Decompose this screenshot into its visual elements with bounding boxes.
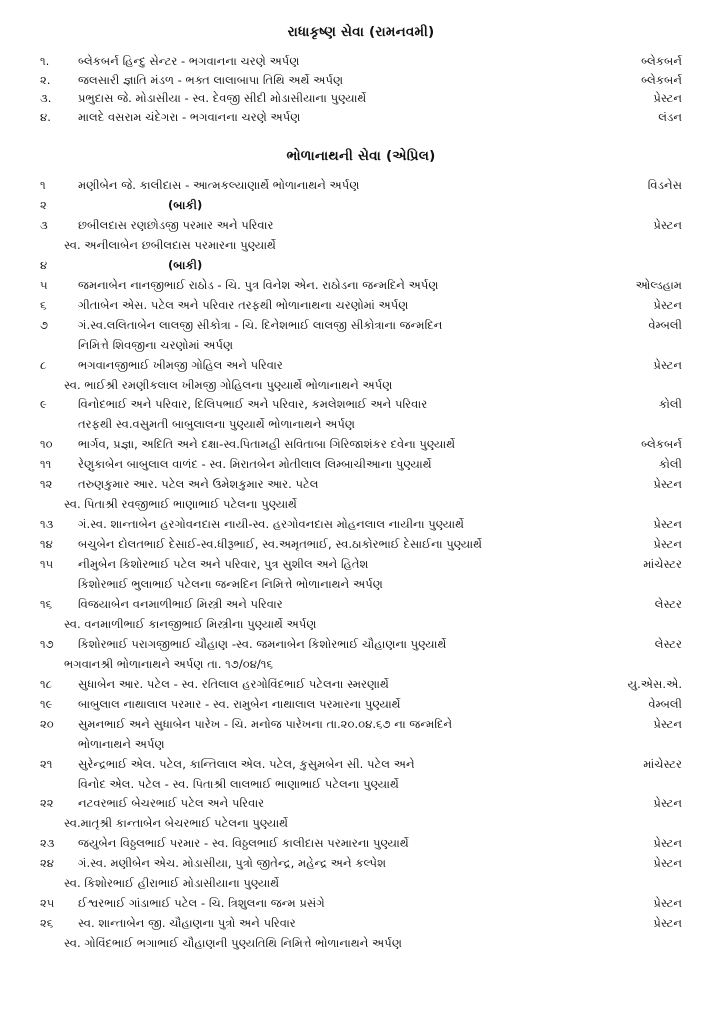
list-item xyxy=(0,316,722,334)
item-text: પ્રભુદાસ જે. મોડાસીયા - સ્વ. દેવજી સીદી મોડાસીયાના પુણ્યાર્થે xyxy=(78,91,367,106)
item-place: પ્રેસ્ટન xyxy=(653,477,682,492)
list-item xyxy=(0,196,722,214)
list-item xyxy=(0,794,722,812)
list-item xyxy=(0,735,722,753)
list-item xyxy=(0,176,722,194)
item-text: બચુબેન દોલતભાઈ દેસાઈ-સ્વ.ધીરૂભાઈ, સ્વ.અમૃતભાઈ, સ્વ.ઠાકોરભાઈ દેસાઈના પુણ્યાર્થે xyxy=(78,537,482,552)
list-item xyxy=(0,775,722,793)
item-place: પ્રેસ્ટન xyxy=(653,716,682,731)
list-item xyxy=(0,914,722,932)
item-place: પ્રેસ્ટન xyxy=(653,357,682,372)
item-text: ગં.સ્વ.લલિતાબેન લાલજી સીકોત્રા - ચિ. દિનેશભાઈ લાલજી સીકોત્રાના જન્મદિન xyxy=(78,317,443,332)
item-text: (બાકી) xyxy=(168,197,203,212)
item-place: પ્રેસ્ટન xyxy=(653,896,682,911)
item-place: પ્રેસ્ટન xyxy=(653,537,682,552)
item-number: ૨૦ xyxy=(40,716,54,731)
item-place: વેમ્બલી xyxy=(648,696,682,711)
list-item xyxy=(0,834,722,852)
item-place: માંચેસ્ટર xyxy=(643,756,682,771)
item-text: સ્વ. શાન્તાબેન જી. ચૌહાણના પુત્રો અને પરિવાર xyxy=(78,916,296,931)
list-item xyxy=(0,415,722,433)
item-text: સ્વ. ભાઈશ્રી રમણીકલાલ ખીમજી ગોહિલના પુણ્યાર્થે ભોળાનાથને અર્પણ xyxy=(64,377,393,392)
item-text: સ્વ. વનમાળીભાઈ કાનજીભાઈ મિસ્ત્રીના પુણ્યાર્થે અર્પણ xyxy=(64,616,317,631)
list-item xyxy=(0,715,722,733)
list-item xyxy=(0,755,722,773)
item-text: સ્વ. ગોવિંદભાઈ ભગાભાઈ ચૌહાણની પુણ્યતિથિ નિમિત્તે ભોળાનાથને અર્પણ xyxy=(64,936,402,951)
item-place: પ્રેસ્ટન xyxy=(653,916,682,931)
item-text: ભાર્ગવ, પ્રજ્ઞા, અદિતિ અને દક્ષા-સ્વ.પિતામહી સવિતાબા ગિરિજાશંકર દવેના પુણ્યાર્થે xyxy=(78,437,456,452)
list-item xyxy=(0,575,722,593)
item-number: ૧૫ xyxy=(40,557,54,572)
item-number: ૨૫ xyxy=(40,896,55,911)
item-text: સુરેન્દ્રભાઈ એલ. પટેલ, કાન્તિલાલ એલ. પટેલ, કુસુમબેન સી. પટેલ અને xyxy=(78,756,415,771)
item-place: ઓલ્ડહામ xyxy=(635,277,682,292)
item-text: રેણુકાબેન બાબુલાલ વાળંદ - સ્વ. મિરાતબેન મોતીલાલ લિમ્બાચીઆના પુણ્યાર્થે xyxy=(78,457,432,472)
item-number: ૧૮ xyxy=(40,676,53,691)
item-number: ૨૩ xyxy=(40,836,55,851)
list-item xyxy=(0,814,722,832)
list-item xyxy=(0,854,722,872)
item-number: ૧૨ xyxy=(40,477,53,492)
list-item xyxy=(0,236,722,254)
item-place: કોલી xyxy=(658,457,682,472)
item-number: ૨૬ xyxy=(40,916,54,931)
item-number: ૫ xyxy=(40,277,48,292)
item-text: ભગવાનજીભાઈ ખીમજી ગોહિલ અને પરિવાર xyxy=(78,357,283,372)
list-item xyxy=(0,395,722,413)
item-place: પ્રેસ્ટન xyxy=(653,796,682,811)
list-item xyxy=(0,655,722,673)
list-item xyxy=(0,376,722,394)
item-number: ૧૪ xyxy=(40,537,53,552)
item-place: પ્રેસ્ટન xyxy=(653,856,682,871)
item-number: ૧૬ xyxy=(40,596,53,611)
item-text: તરુણકુમાર આર. પટેલ અને ઉમેશકુમાર આર. પટેલ xyxy=(78,477,319,492)
item-number: ૮ xyxy=(40,357,47,372)
item-text: નીમુબેન કિશોરભાઈ પટેલ અને પરિવાર, પુત્ર સુશીલ અને હિતેશ xyxy=(78,557,369,572)
item-place: લેસ્ટર xyxy=(654,636,682,651)
list-item xyxy=(0,874,722,892)
item-text: ભગવાનશ્રી ભોળાનાથને અર્પણ તા. ૧૭/૦૪/૧૬ xyxy=(64,656,273,671)
item-text: ભોળાનાથને અર્પણ xyxy=(78,736,165,751)
item-text: (બાકી) xyxy=(168,257,203,272)
list-item xyxy=(0,675,722,693)
item-number: ૨૪ xyxy=(40,856,54,871)
item-text: ગં.સ્વ. શાન્તાબેન હરગોવનદાસ નાયી-સ્વ. હરગોવનદાસ મોહનલાલ નાયીના પુણ્યાર્થે xyxy=(78,517,464,532)
item-text: કિશોરભાઈ ભુલાભાઈ પટેલના જન્મદિન નિમિત્તે ભોળાનાથને અર્પણ xyxy=(78,577,383,591)
item-text: સ્વ. પિતાશ્રી રવજીભાઈ ભાણાભાઈ પટેલના પુણ્યાર્થે xyxy=(64,497,297,512)
item-text: મણીબેન જે. કાલીદાસ - આત્મકલ્યાણાર્થે ભોળાનાથને અર્પણ xyxy=(78,178,360,192)
item-number: ૧૩ xyxy=(40,517,54,532)
list-item xyxy=(0,595,722,613)
list-item xyxy=(0,695,722,713)
item-text: સુધાબેન આર. પટેલ - સ્વ. રતિલાલ હરગોવિંદભાઈ પટેલના સ્મરણાર્થે xyxy=(78,676,389,691)
list-item xyxy=(0,89,722,107)
list-item xyxy=(0,535,722,553)
item-place: બ્લેકબર્ન xyxy=(641,437,682,452)
item-text: બ્લેકબર્ન હિન્દુ સેન્ટર - ભગવાનના ચરણે અર્પણ xyxy=(78,54,300,68)
item-number: ૧૯ xyxy=(40,696,53,711)
item-text: ગં.સ્વ. મણીબેન એચ. મોડાસીયા, પુત્રો જીતેન્દ્ર, મહેન્દ્ર અને કલ્પેશ xyxy=(78,856,387,871)
item-number: ૬ xyxy=(40,297,47,312)
list-item xyxy=(0,216,722,234)
list-item xyxy=(0,52,722,70)
list-item xyxy=(0,615,722,633)
item-number: ૭ xyxy=(40,317,49,332)
item-place: લેસ્ટર xyxy=(654,596,682,611)
item-text: નટવરભાઈ બેચરભાઈ પટેલ અને પરિવાર xyxy=(78,796,265,811)
item-text: જયુબેન વિઠ્ઠલભાઈ પરમાર - સ્વ. વિઠ્ઠલભાઈ કાલીદાસ પરમારના પુણ્યાર્થે xyxy=(78,836,409,851)
list-item xyxy=(0,296,722,314)
item-text: નિમિત્તે શિવજીના ચરણોમાં અર્પણ xyxy=(78,337,234,352)
item-place: પ્રેસ્ટન xyxy=(653,297,682,312)
item-number: ૨૨ xyxy=(40,796,54,811)
section-heading: ભોળાનાથની સેવા (એપ્રિલ) xyxy=(286,148,436,164)
item-place: વેમ્બલી xyxy=(648,317,682,332)
item-text: જલસારી જ્ઞાતિ મંડળ - ભક્ત લાલાબાપા તિથિ અર્થે અર્પણ xyxy=(78,72,344,87)
item-place: લંડન xyxy=(658,109,682,124)
list-item xyxy=(0,256,722,274)
item-number: ૩. xyxy=(40,91,52,106)
item-text: જમનાબેન નાનજીભાઈ રાઠોડ - ચિ. પુત્ર વિનેશ એન. રાઠોડના જન્મદિને અર્પણ xyxy=(78,277,439,292)
item-place: પ્રેસ્ટન xyxy=(653,91,682,106)
item-place: બ્લેકબર્ન xyxy=(641,72,682,87)
list-item xyxy=(0,555,722,573)
item-place: માંચેસ્ટર xyxy=(643,557,682,572)
item-place: કોલી xyxy=(658,397,682,412)
item-text: વિજયાબેન વનમાળીભાઈ મિસ્ત્રી અને પરિવાર xyxy=(78,596,283,611)
item-place: બ્લેકબર્ન xyxy=(641,54,682,68)
item-text: તરફથી સ્વ.વસુમતી બાબુલાલના પુણ્યાર્થે ભોળાનાથને અર્પણ xyxy=(78,417,356,432)
item-text: વિનોદભાઈ અને પરિવાર, દિલિપભાઈ અને પરિવાર, કમલેશભાઈ અને પરિવાર xyxy=(78,397,428,412)
item-text: માલદે વસરામ ચંદેગરા - ભગવાનના ચરણે અર્પણ xyxy=(78,109,301,124)
list-item xyxy=(0,934,722,952)
item-place: પ્રેસ્ટન xyxy=(653,836,682,851)
item-text: સુમનભાઈ અને સુધાબેન પારેખ - ચિ. મનોજ પારેખના તા.૨૦.૦૪.૬૭ ના જન્મદિને xyxy=(78,716,453,731)
item-number: ૨. xyxy=(40,72,51,87)
list-item xyxy=(0,108,722,126)
item-text: ઈશ્વરભાઈ ગાંડાભાઈ પટેલ - ચિ. ત્રિશુલના જન્મ પ્રસંગે xyxy=(78,896,325,911)
item-text: સ્વ. કિશોરભાઈ હીરાભાઈ મોડાસીયાના પુણ્યાર્થે xyxy=(64,876,280,891)
item-number: ૨ xyxy=(40,197,47,212)
item-place: પ્રેસ્ટન xyxy=(653,517,682,532)
item-number: ૧. xyxy=(40,54,50,68)
item-place: વિડનેસ xyxy=(647,178,682,192)
item-text: બાબુલાલ નાથાલાલ પરમાર - સ્વ. રામુબેન નાથાલાલ પરમારના પુણ્યાર્થે xyxy=(78,696,401,711)
item-number: ૧૭ xyxy=(40,636,54,651)
list-item xyxy=(0,276,722,294)
list-item xyxy=(0,635,722,653)
list-item xyxy=(0,515,722,533)
item-text: ગીતાબેન એસ. પટેલ અને પરિવાર તરફથી ભોળાનાથના ચરણોમાં અર્પણ xyxy=(78,297,409,312)
item-number: ૧૧ xyxy=(40,457,52,472)
item-number: ૩ xyxy=(40,217,48,232)
section-heading: રાધાકૃષ્ણ સેવા (રામનવમી) xyxy=(287,24,435,40)
list-item xyxy=(0,336,722,354)
item-number: ૧ xyxy=(40,178,46,192)
list-item xyxy=(0,356,722,374)
item-number: ૯ xyxy=(40,397,47,412)
item-text: છબીલદાસ રણછોડજી પરમાર અને પરિવાર xyxy=(78,217,274,232)
item-text: સ્વ.માતૃશ્રી કાન્તાબેન બેચરભાઈ પટેલના પુણ્યાર્થે xyxy=(64,816,289,831)
item-text: સ્વ. અનીલાબેન છબીલદાસ પરમારના પુણ્યાર્થે xyxy=(64,237,276,252)
list-item xyxy=(0,455,722,473)
item-text: વિનોદ એલ. પટેલ - સ્વ. પિતાશ્રી લાલભાઈ ભાણાભાઈ પટેલના પુણ્યાર્થે xyxy=(78,776,399,791)
list-item xyxy=(0,894,722,912)
item-text: કિશોરભાઈ પરાગજીભાઈ ચૌહાણ -સ્વ. જમનાબેન કિશોરભાઈ ચૌહાણના પુણ્યાર્થે xyxy=(78,636,447,651)
list-item xyxy=(0,495,722,513)
list-item xyxy=(0,71,722,89)
item-place: પ્રેસ્ટન xyxy=(653,217,682,232)
list-item xyxy=(0,435,722,453)
item-number: ૧૦ xyxy=(40,437,53,452)
item-number: ૪ xyxy=(40,257,48,272)
list-item xyxy=(0,475,722,493)
item-number: ૪. xyxy=(40,109,51,124)
item-place: યુ.એસ.એ. xyxy=(627,676,682,691)
item-number: ૨૧ xyxy=(40,756,53,771)
